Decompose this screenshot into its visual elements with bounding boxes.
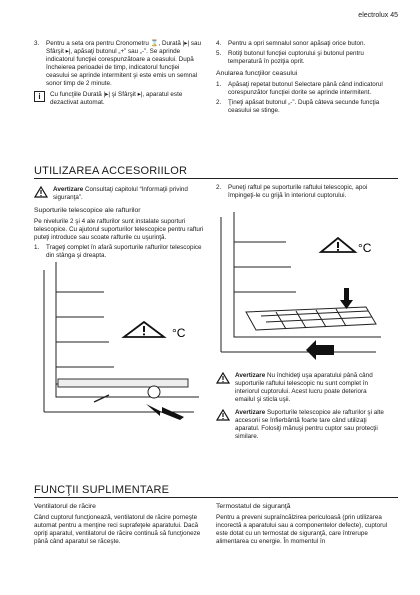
step-text: Apăsaţi repetat butonul Selectare până când indicatorul corespunzător funcţiei dorite se aprinde intermitent. (228, 80, 383, 96)
step-number: 2. (216, 98, 222, 106)
step-text: Pentru a opri semnalul sonor apăsaţi orice buton. (228, 40, 366, 47)
subsection-heading: Ventilatorul de răcire (34, 503, 96, 510)
section-title: UTILIZAREA ACCESORIILOR (34, 164, 398, 179)
arrow-icon (306, 340, 334, 360)
temperature-label: °C (172, 326, 186, 340)
cooling-fan-section (34, 503, 204, 548)
step-number: 4. (216, 40, 222, 47)
note-text: Cu funcţiile Durată |▸| şi Sfârşit ▸|, aparatul este dezactivat automat. (50, 91, 183, 107)
subsection-heading: Termostatul de siguranţă (216, 503, 291, 510)
paragraph: Pe nivelurile 2 şi 4 ale rafturilor sunt instalate suporturi telescopice. Cu ajutorul suporturilor telescopice pentru rafturi puteţi introduce sau scoate rafturile cu uşurinţă. (34, 217, 204, 241)
accessories-right (216, 184, 386, 202)
warning-icon (216, 372, 230, 384)
warning-label: Avertizare (235, 372, 266, 379)
warning-icon (216, 409, 230, 421)
paragraph: Pentru a preveni supraîncălzirea periculoasă (prin utilizarea incorectă a aparatului sau a componentelor defecte), cuptorul este dotat cu un termostat de siguranţă, care întrerupe alimentarea cu energie. În momentul în (216, 513, 388, 545)
warning-label: Avertizare (53, 186, 84, 193)
warning-text: Suporturile telescopice ale rafturilor şi alte accesorii se înfierbântă foarte tare când utilizaţi aparatul. Folosiţi mănuşi pentru cuptor sau protecţii similare. (235, 409, 384, 441)
step-text: Rotiţi butonul funcţiei cuptorului şi butonul pentru temperatură în poziţia oprit. (228, 50, 364, 66)
warning-text: Nu închideţi uşa aparatului până când suporturile raftului telescopic nu sunt complet în interiorul cuptorului. Acest lucru poate deteriora emailul şi sticla uşii. (235, 372, 373, 404)
telescopic-runner-figure (34, 262, 204, 422)
subsection-heading: Anularea funcţiilor ceasului (216, 70, 298, 78)
safety-thermostat-section (216, 503, 388, 548)
step-number: 5. (216, 50, 222, 58)
step-number: 1. (34, 243, 40, 251)
info-icon: i (34, 91, 45, 102)
warning-label: Avertizare (235, 409, 266, 417)
step-text: Puneţi raftul pe suporturile raftului telescopic, apoi împingeţi-le cu grijă în interiorul cuptorului. (228, 184, 368, 200)
page-header: electrolux 45 (358, 12, 398, 19)
step-number: 2. (216, 184, 222, 191)
accessories-warnings (216, 370, 386, 446)
step-number: 1. (216, 80, 222, 88)
temperature-label: °C (358, 241, 372, 255)
step-text: Trageţi complet în afară suporturile rafturilor telescopice din stânga şi dreapta. (46, 243, 202, 259)
warning-text: Consultaţi capitolul “Informaţii privind siguranţa”. (53, 186, 188, 202)
clock-instructions-right (216, 40, 386, 117)
warning-icon (34, 186, 48, 198)
step-text: Pentru a seta ora pentru Cronometru ⌛, Durată |▸| sau Sfârşit ▸|, apăsaţi butonul „+” sau „-”. Se aprinde indicatorul funcţiei corespunzătoare a ceasului. După încheierea perioadei de timp, indicatorul funcţiei ceasului se aprinde intermitent şi este emis un semnal sonor timp de 2 minute. (46, 40, 201, 88)
section-title: FUNCŢII SUPLIMENTARE (34, 483, 398, 498)
subsection-heading: Suporturile telescopice ale rafturilor (34, 207, 141, 215)
oven-shelf-figure (216, 212, 386, 362)
step-text: Ţineţi apăsat butonul „-”. După câteva secunde funcţia ceasului se stinge. (228, 98, 380, 114)
arrow-icon (340, 288, 353, 309)
step-number: 3. (34, 40, 40, 47)
clock-instructions-left (34, 40, 202, 107)
paragraph: Când cuptorul funcţionează, ventilatorul de răcire porneşte automat pentru a menţine reci suprafeţele aparatului. Dacă opriţi aparatul, ventilatorul de răcire continuă să funcţioneze până când aparatul se răceşte. (34, 513, 201, 545)
accessories-left (34, 184, 204, 262)
